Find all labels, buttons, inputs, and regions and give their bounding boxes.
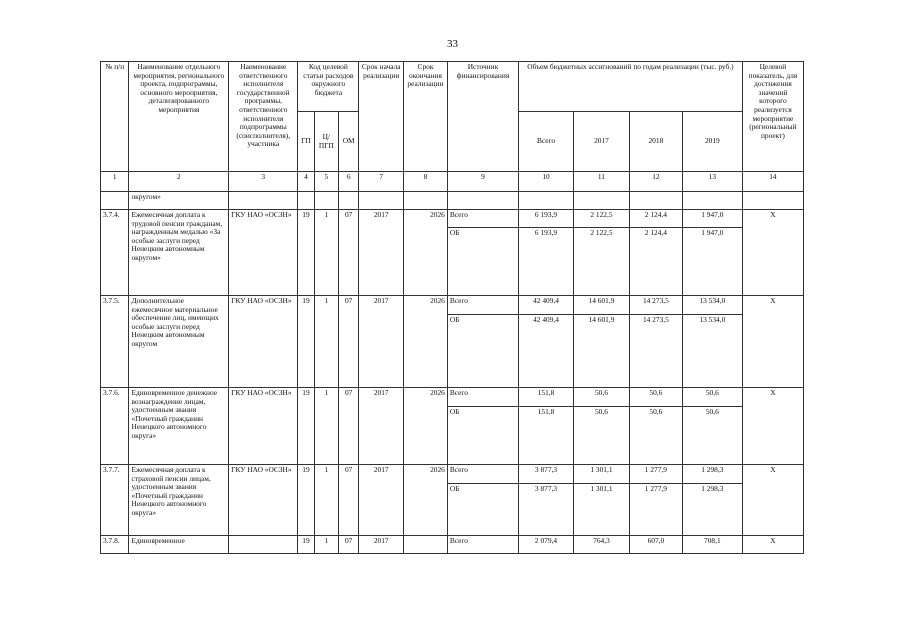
row-cpgp: 1: [314, 465, 338, 536]
fin-2018: 2 124,4: [629, 210, 682, 228]
row-start: 2017: [359, 388, 404, 465]
row-target: Х: [742, 388, 803, 465]
fin-source: Всего: [447, 465, 518, 484]
row-start: 2017: [359, 210, 404, 296]
row-gp: 19: [298, 210, 314, 296]
row-end: 2026: [404, 388, 448, 465]
col-number: 2: [129, 172, 229, 192]
row-om: 07: [339, 465, 359, 536]
fin-2018: 2 124,4: [629, 228, 682, 296]
row-start: 2017: [359, 296, 404, 388]
fin-source: Всего: [447, 296, 518, 315]
table-row: [101, 536, 804, 554]
fin-total: 3 877,3: [519, 484, 574, 536]
row-executor: ГКУ НАО «ОСЗН»: [229, 210, 298, 296]
budget-table: [100, 61, 804, 554]
header-budget-code: Код целевой статьи расходов окружного бюджета: [298, 62, 359, 112]
row-gp: 19: [298, 296, 314, 388]
row-target: Х: [742, 210, 803, 296]
table-row: [101, 465, 804, 484]
row-executor: ГКУ НАО «ОСЗН»: [229, 388, 298, 465]
row-executor: ГКУ НАО «ОСЗН»: [229, 296, 298, 388]
continuation-row: [101, 192, 804, 210]
row-gp: 19: [298, 465, 314, 536]
col-number: 6: [339, 172, 359, 192]
row-name: Единовременное: [129, 536, 229, 554]
header-2018: 2018: [629, 112, 682, 172]
header-event-name: Наименование отдельного мероприятия, регионального проекта, подпрограммы, основного мероприятия, детализированного мероприятия: [129, 62, 229, 172]
header-num: № п/п: [101, 62, 129, 172]
table-row: [101, 210, 804, 228]
header-2019: 2019: [682, 112, 742, 172]
row-target: Х: [742, 465, 803, 536]
fin-2019: 1 298,3: [682, 465, 742, 484]
fin-source: ОБ: [447, 407, 518, 465]
table-row: [101, 388, 804, 407]
fin-2019: 1 947,0: [682, 228, 742, 296]
col-number: 3: [229, 172, 298, 192]
continuation-text: округом»: [129, 192, 229, 210]
fin-source: ОБ: [447, 228, 518, 296]
fin-2017: 1 301,1: [573, 465, 629, 484]
row-num: 3.7.6.: [101, 388, 129, 465]
header-end: Срок окончания реализации: [404, 62, 448, 172]
fin-2018: 14 273,5: [629, 315, 682, 388]
col-number: 8: [404, 172, 448, 192]
row-om: 07: [339, 388, 359, 465]
fin-2017: 50,6: [573, 407, 629, 465]
row-target: Х: [742, 296, 803, 388]
fin-source: ОБ: [447, 484, 518, 536]
row-gp: 19: [298, 536, 314, 554]
col-number: 12: [629, 172, 682, 192]
col-number: 11: [573, 172, 629, 192]
fin-total: 2 079,4: [519, 536, 574, 554]
row-cpgp: 1: [314, 210, 338, 296]
header-source: Источник финансирования: [447, 62, 518, 172]
col-number: 14: [742, 172, 803, 192]
col-number: 7: [359, 172, 404, 192]
page-number: 33: [447, 38, 458, 50]
fin-2017: 14 601,9: [573, 315, 629, 388]
fin-2017: 50,6: [573, 388, 629, 407]
fin-2018: 50,6: [629, 388, 682, 407]
row-name: Ежемесячная доплата к трудовой пенсии гражданам, награжденным медалью «За особые заслуги перед Ненецким автономным округом»: [129, 210, 229, 296]
row-cpgp: 1: [314, 296, 338, 388]
row-executor: [229, 536, 298, 554]
fin-2019: 708,1: [682, 536, 742, 554]
row-end: 2026: [404, 296, 448, 388]
fin-2018: 50,6: [629, 407, 682, 465]
header-total: Всего: [519, 112, 574, 172]
fin-2019: 13 534,0: [682, 315, 742, 388]
fin-2017: 764,3: [573, 536, 629, 554]
row-start: 2017: [359, 536, 404, 554]
header-gp: ГП: [298, 112, 314, 172]
row-target: Х: [742, 536, 803, 554]
fin-2019: 13 534,0: [682, 296, 742, 315]
fin-2018: 607,0: [629, 536, 682, 554]
row-gp: 19: [298, 388, 314, 465]
column-number-row: [101, 172, 804, 192]
fin-total: 42 409,4: [519, 296, 574, 315]
fin-total: 151,8: [519, 388, 574, 407]
row-num: 3.7.4.: [101, 210, 129, 296]
fin-2017: 2 122,5: [573, 210, 629, 228]
fin-2017: 14 601,9: [573, 296, 629, 315]
row-name: Дополнительное ежемесячное материальное обеспечение лиц, имеющих особые заслуги перед Ненецким автономным округом: [129, 296, 229, 388]
row-name: Единовременное денежное вознаграждение лицам, удостоенным звания «Почетный гражданин Ненецкого автономного округа»: [129, 388, 229, 465]
header-start: Срок начала реализации: [359, 62, 404, 172]
fin-2019: 1 298,3: [682, 484, 742, 536]
row-end: 2026: [404, 210, 448, 296]
fin-2017: 1 301,1: [573, 484, 629, 536]
fin-source: Всего: [447, 388, 518, 407]
col-number: 1: [101, 172, 129, 192]
fin-source: Всего: [447, 210, 518, 228]
row-om: 07: [339, 536, 359, 554]
fin-source: ОБ: [447, 315, 518, 388]
fin-total: 42 409,4: [519, 315, 574, 388]
fin-2019: 50,6: [682, 407, 742, 465]
fin-2018: 1 277,9: [629, 484, 682, 536]
header-volume: Объем бюджетных ассигнований по годам реализации (тыс. руб.): [519, 62, 743, 112]
fin-source: Всего: [447, 536, 518, 554]
row-num: 3.7.7.: [101, 465, 129, 536]
row-num: 3.7.8.: [101, 536, 129, 554]
row-end: 2026: [404, 465, 448, 536]
fin-2018: 14 273,5: [629, 296, 682, 315]
table-row: [101, 296, 804, 315]
fin-total: 151,8: [519, 407, 574, 465]
header-om: ОМ: [339, 112, 359, 172]
header-row-1: [101, 62, 804, 112]
fin-2017: 2 122,5: [573, 228, 629, 296]
row-cpgp: 1: [314, 536, 338, 554]
fin-total: 6 193,9: [519, 228, 574, 296]
row-om: 07: [339, 296, 359, 388]
row-start: 2017: [359, 465, 404, 536]
fin-total: 6 193,9: [519, 210, 574, 228]
fin-2019: 1 947,0: [682, 210, 742, 228]
row-name: Ежемесячная доплата к страховой пенсии лицам, удостоенным звания «Почетный гражданин Ненецкого автономного округа»: [129, 465, 229, 536]
row-executor: ГКУ НАО «ОСЗН»: [229, 465, 298, 536]
row-num: 3.7.5.: [101, 296, 129, 388]
header-target: Целевой показатель, для достижения значений которого реализуется мероприятие (региональный проект): [742, 62, 803, 172]
header-executor: Наименование ответственного исполнителя государственной программы, ответственного исполнителя подпрограммы (соисполнителя), участника: [229, 62, 298, 172]
col-number: 4: [298, 172, 314, 192]
col-number: 5: [314, 172, 338, 192]
row-cpgp: 1: [314, 388, 338, 465]
col-number: 10: [519, 172, 574, 192]
header-2017: 2017: [573, 112, 629, 172]
fin-total: 3 877,3: [519, 465, 574, 484]
row-om: 07: [339, 210, 359, 296]
fin-2018: 1 277,9: [629, 465, 682, 484]
fin-2019: 50,6: [682, 388, 742, 407]
col-number: 9: [447, 172, 518, 192]
col-number: 13: [682, 172, 742, 192]
row-end: [404, 536, 448, 554]
header-cpgp: Ц/ПГП: [314, 112, 338, 172]
